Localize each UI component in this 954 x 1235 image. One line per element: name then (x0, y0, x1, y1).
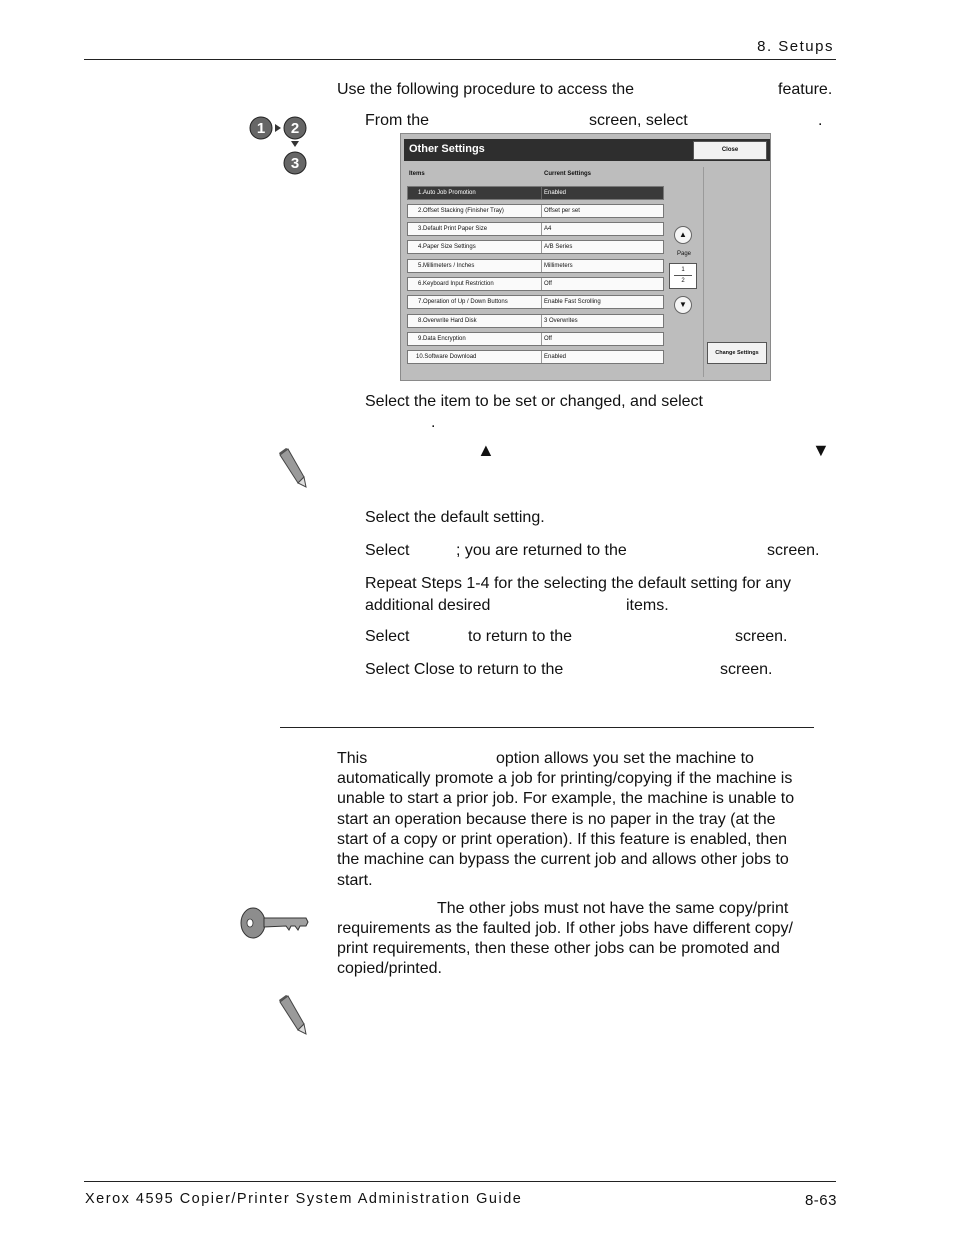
down-arrow-glyph: ▼ (812, 440, 830, 460)
row-item: 9.Data Encryption (418, 336, 466, 342)
settings-row-software-download[interactable] (407, 350, 664, 364)
row-value: A4 (544, 226, 552, 232)
page-number: 8-63 (804, 1192, 837, 1209)
intro-text-end: feature. (778, 81, 833, 98)
step5-line2-start: additional desired (365, 597, 491, 614)
desc-line-3: start an operation because there is no paper in the tray (at the (337, 811, 776, 828)
page-label: Page (677, 251, 692, 257)
settings-row-data-encryption[interactable] (407, 332, 664, 346)
section-header: 8. Setups (757, 38, 834, 55)
desc-line-4: start of a copy or print operation). If this feature is enabled, then (337, 831, 788, 848)
close-button[interactable]: Close (693, 141, 767, 160)
panel-titlebar (404, 139, 770, 161)
step7-part1: Select Close to return to the (365, 661, 564, 678)
row-value: Off (544, 336, 552, 342)
step4-part2: ; you are returned to the (456, 542, 627, 559)
key-icon (240, 905, 310, 941)
row-value: A/B Series (544, 244, 573, 250)
step6-part1: Select (365, 628, 410, 645)
row-value: Offset per set (544, 208, 580, 214)
svg-text:1: 1 (256, 120, 266, 137)
desc-line-6: start. (337, 872, 373, 889)
settings-row-overwrite-hard-disk[interactable] (407, 314, 664, 328)
up-arrow-glyph: ▲ (477, 440, 495, 460)
step1-part2: screen, select (589, 112, 688, 129)
keynote-line-1: requirements as the faulted job. If other jobs have different copy/ (337, 920, 793, 937)
page-up-button[interactable] (674, 226, 692, 244)
step4-part1: Select (365, 542, 410, 559)
pencil-note-icon (276, 447, 310, 489)
settings-row-default-print-paper-size[interactable] (407, 222, 664, 236)
step6-part3: screen. (735, 628, 788, 645)
row-item: 8.Overwrite Hard Disk (418, 318, 477, 324)
triangle-down-icon: ▼ (679, 300, 687, 309)
keynote-first: The other jobs must not have the same copy/print (437, 900, 789, 917)
svg-text:3: 3 (290, 155, 300, 172)
panel-title: Other Settings (409, 143, 485, 155)
step1-part1: From the (365, 112, 430, 129)
section-rule (280, 727, 814, 728)
header-rule (84, 59, 836, 60)
row-value: Millimeters (544, 263, 573, 269)
page-current: 1 (681, 267, 685, 273)
footer-title: Xerox 4595 Copier/Printer System Administration Guide (85, 1191, 523, 1207)
desc-line-5: the machine can bypass the current job and allows other jobs to (337, 851, 789, 868)
footer-rule (84, 1181, 836, 1182)
column-header-current-settings: Current Settings (544, 171, 592, 177)
page-indicator (669, 263, 697, 289)
step7-part2: screen. (720, 661, 773, 678)
desc-line-1: automatically promote a job for printing/copying if the machine is (337, 770, 793, 787)
row-item: 3.Default Print Paper Size (418, 226, 488, 232)
row-item: 7.Operation of Up / Down Buttons (418, 299, 508, 305)
pencil-note-icon (276, 994, 310, 1036)
settings-row-keyboard-input-restriction[interactable] (407, 277, 664, 291)
keynote-line-2: print requirements, then these other jobs can be promoted and (337, 940, 780, 957)
step6-part2: to return to the (468, 628, 573, 645)
column-header-items: Items (409, 171, 425, 177)
row-value: Enabled (544, 354, 567, 360)
row-item: 6.Keyboard Input Restriction (418, 281, 494, 287)
panel-side-divider (703, 167, 704, 377)
triangle-up-icon: ▲ (679, 230, 687, 239)
page-total: 2 (681, 278, 685, 284)
row-item: 10.Software Download (416, 354, 477, 360)
settings-row-up-down-buttons[interactable] (407, 295, 664, 309)
settings-row-offset-stacking[interactable] (407, 204, 664, 218)
step5-line1: Repeat Steps 1-4 for the selecting the default setting for any (365, 575, 792, 592)
row-item: 5.Millimeters / Inches (418, 263, 475, 269)
row-value: 3 Overwrites (544, 318, 578, 324)
row-item: 4.Paper Size Settings (418, 244, 476, 250)
desc-first-end: option allows you set the machine to (496, 750, 754, 767)
page-divider (674, 275, 692, 276)
svg-text:2: 2 (290, 120, 300, 137)
settings-row-paper-size-settings[interactable] (407, 240, 664, 254)
row-item: 1.Auto Job Promotion (418, 190, 476, 196)
row-value: Off (544, 281, 552, 287)
desc-first-start: This (337, 750, 368, 767)
row-value: Enable Fast Scrolling (544, 299, 601, 305)
step1-part3: . (818, 112, 823, 129)
keynote-line-3: copied/printed. (337, 960, 442, 977)
page-down-button[interactable] (674, 296, 692, 314)
settings-row-millimeters-inches[interactable] (407, 259, 664, 273)
desc-line-2: unable to start a prior job. For example, the machine is unable to (337, 790, 795, 807)
steps-123-icon (248, 114, 310, 178)
settings-row-auto-job-promotion[interactable] (407, 186, 664, 200)
change-settings-button[interactable]: Change Settings (707, 342, 767, 364)
step3-text: Select the default setting. (365, 509, 545, 526)
step2-line2: . (431, 414, 436, 431)
row-value: Enabled (544, 190, 567, 196)
intro-text-start: Use the following procedure to access the (337, 81, 635, 98)
step5-line2-end: items. (626, 597, 669, 614)
step4-part3: screen. (767, 542, 820, 559)
row-item: 2.Offset Stacking (Finisher Tray) (418, 208, 504, 214)
other-settings-screen (400, 133, 771, 381)
step2-line1: Select the item to be set or changed, and select (365, 393, 703, 410)
